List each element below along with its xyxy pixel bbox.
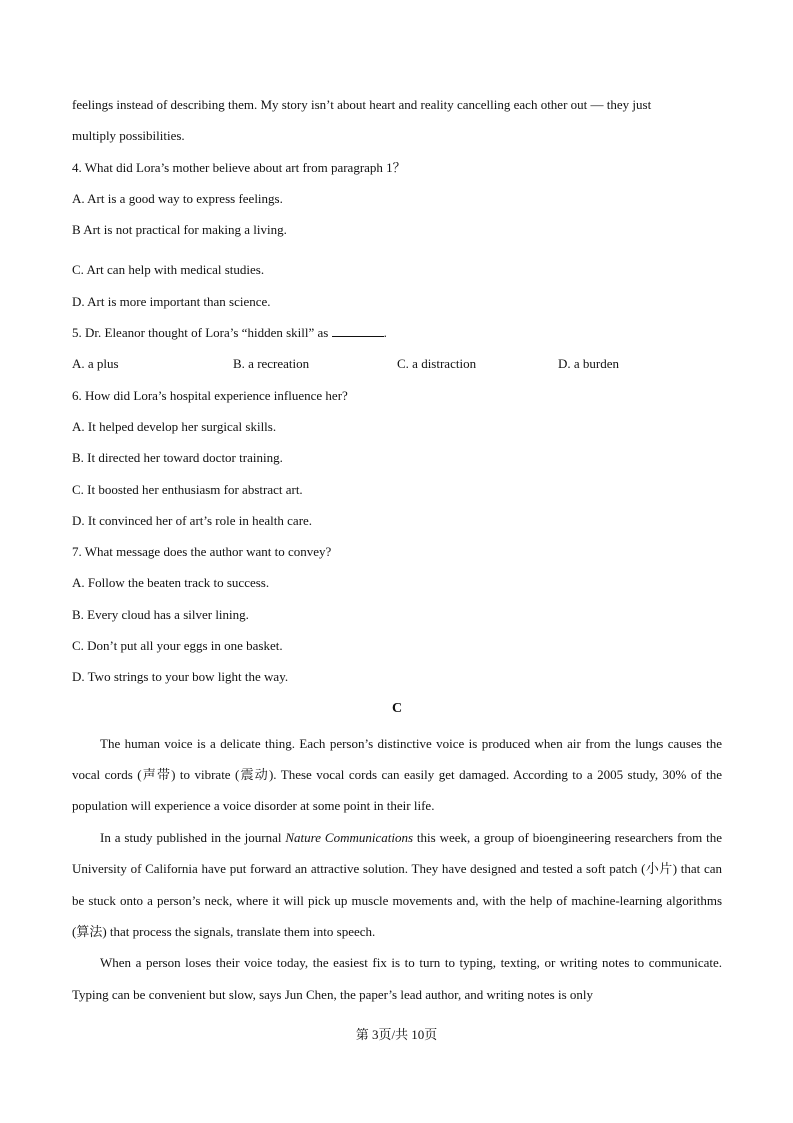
question-4-stem: 4. What did Lora’s mother believe about art from paragraph 1？	[72, 159, 406, 175]
passage-text-line: multiply possibilities.	[72, 128, 185, 144]
question-5-stem-end: .	[383, 325, 387, 341]
question-5-option-b: B. a recreation	[233, 356, 310, 372]
page-number-footer: 第 3页/共 10页	[355, 1027, 438, 1042]
question-6-option-a: A. It helped develop her surgical skills.	[72, 418, 277, 434]
question-7-stem: 7. What message does the author want to convey?	[72, 544, 332, 560]
paragraph-2-text-start: In a study published in the journal	[100, 829, 286, 845]
section-c-paragraph-3: When a person loses their voice today, the easiest fix is to turn to typing, texting, or writing notes to communicate. Typing can be convenient but slow, says Jun Chen, the paper’s lead author, and writing notes is only	[72, 955, 722, 1002]
question-7-option-c: C. Don’t put all your eggs in one basket.	[72, 638, 283, 654]
question-4-option-a: A. Art is a good way to express feelings.	[72, 190, 283, 206]
question-6-stem: 6. How did Lora’s hospital experience influence her?	[72, 387, 348, 403]
question-5-options	[72, 352, 722, 383]
question-7-option-d: D. Two strings to your bow light the way.	[72, 669, 289, 685]
question-5-stem	[72, 321, 722, 352]
question-5-option-a: A. a plus	[72, 356, 119, 372]
question-7-option-a: A. Follow the beaten track to success.	[72, 575, 270, 591]
paragraph-2-text-end: this week, a group of bioengineering researchers from the University of California have put forward an attractive solution. They have designed and tested a soft patch (小片) that can be stuck onto a person’s neck, where it will pick up muscle movements and, with the help of machine-learning algorithms (算法) that process the signals, translate them into speech.	[72, 829, 722, 940]
document-page	[72, 93, 722, 1010]
section-heading: C	[391, 700, 403, 716]
question-6-option-c: C. It boosted her enthusiasm for abstract art.	[72, 481, 303, 497]
question-6-option-b: B. It directed her toward doctor training.	[72, 450, 283, 466]
section-c-paragraph-1: The human voice is a delicate thing. Each person’s distinctive voice is produced when air from the lungs causes the vocal cords (声带) to vibrate (震动). These vocal cords can easily get damaged. According to a 2005 study, 30% of the population will experience a voice disorder at some point in their life.	[72, 735, 722, 814]
question-4-option-c: C. Art can help with medical studies.	[72, 262, 265, 278]
question-5-stem-text: 5. Dr. Eleanor thought of Lora’s “hidden skill” as	[72, 325, 329, 341]
section-c-paragraph-2	[72, 822, 722, 948]
passage-text-line: feelings instead of describing them. My story isn’t about heart and reality cancelling each other out — they just	[72, 97, 652, 112]
question-4-option-b: B Art is not practical for making a living.	[72, 222, 287, 238]
question-5-option-d: D. a burden	[558, 356, 620, 372]
question-7-option-b: B. Every cloud has a silver lining.	[72, 606, 249, 622]
answer-blank	[332, 322, 384, 337]
journal-title: Nature Communications	[285, 829, 414, 845]
question-5-option-c: C. a distraction	[397, 356, 477, 372]
question-4-option-d: D. Art is more important than science.	[72, 293, 271, 309]
question-6-option-d: D. It convinced her of art’s role in health care.	[72, 512, 313, 528]
